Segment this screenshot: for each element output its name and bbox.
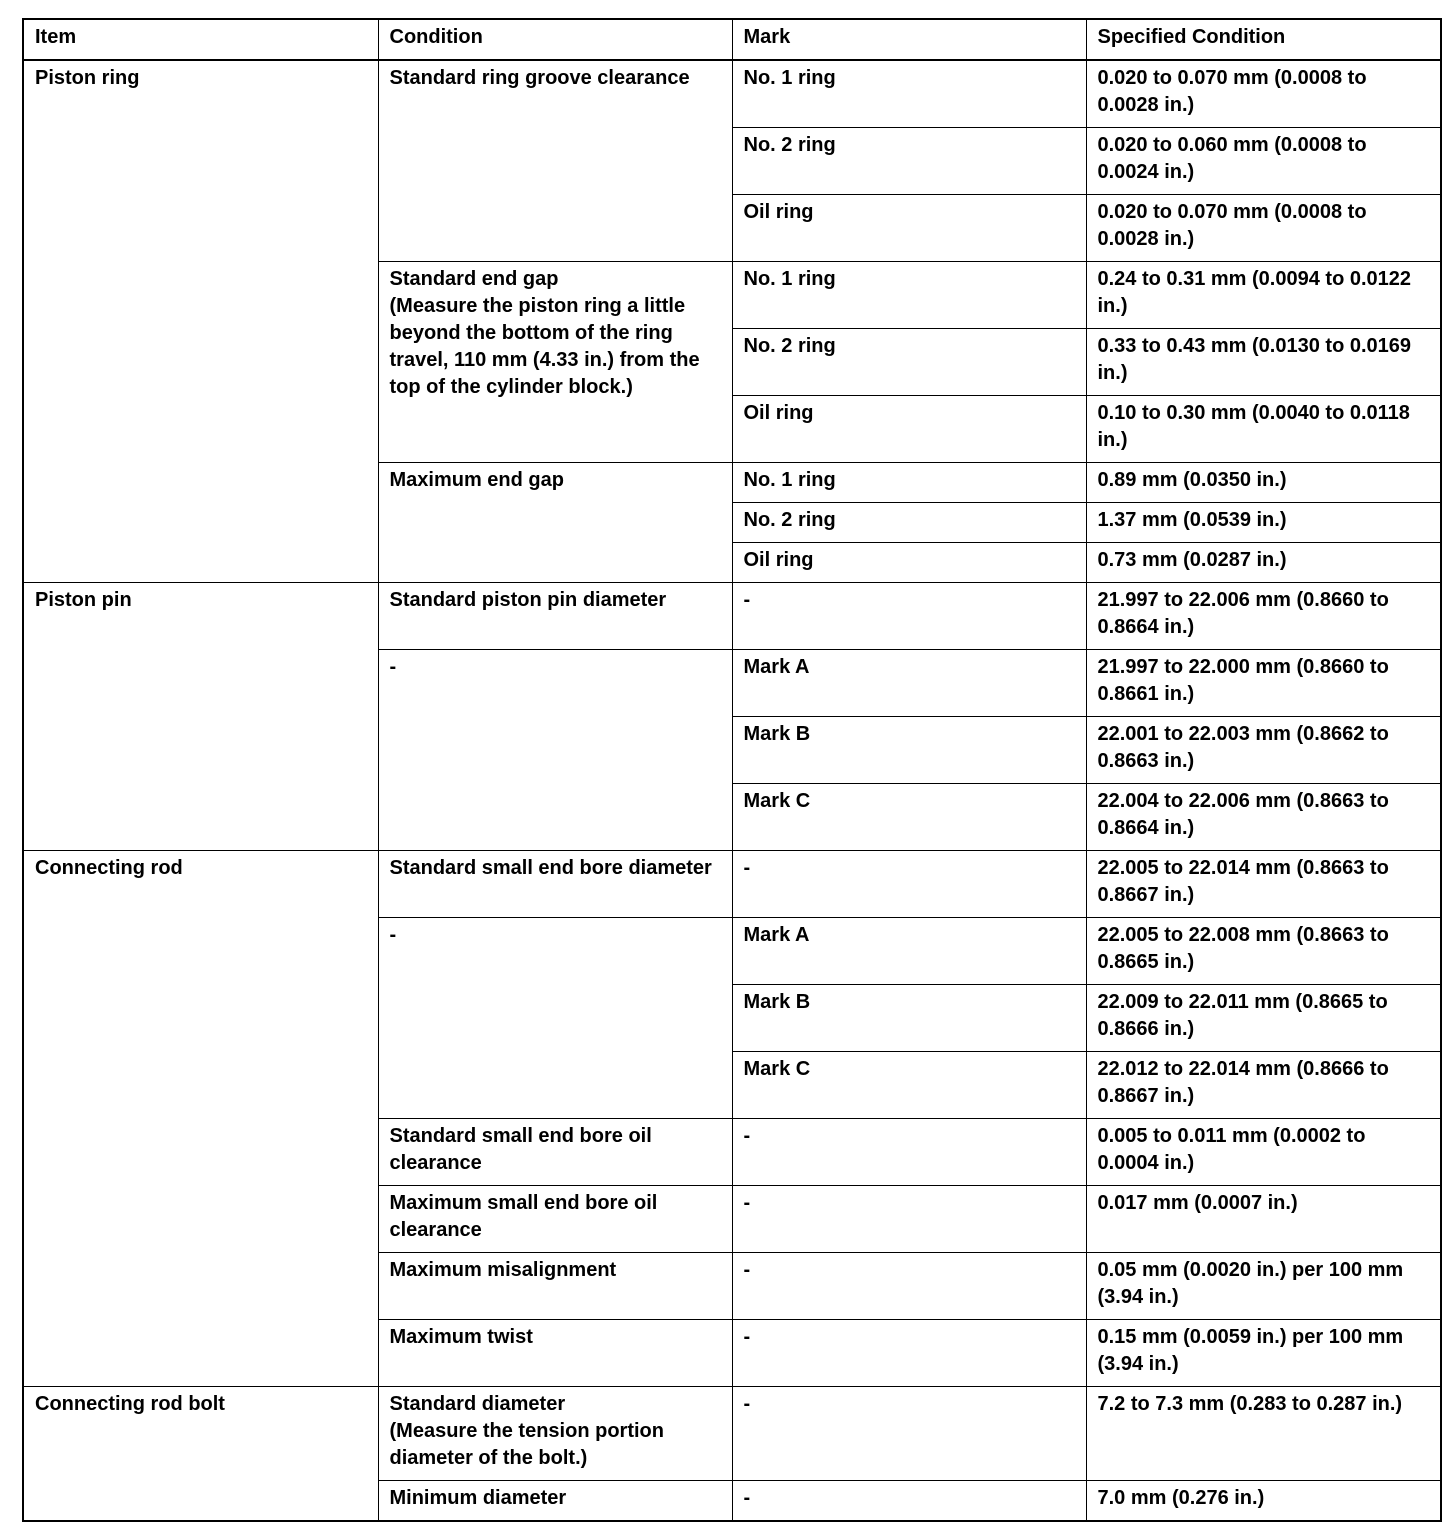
spec-cell: 22.004 to 22.006 mm (0.8663 to 0.8664 in.) [1086, 784, 1441, 851]
item-cell: Connecting rod bolt [23, 1387, 378, 1522]
condition-cell: Standard piston pin diameter [378, 583, 732, 650]
spec-table [22, 18, 1442, 1522]
mark-cell: Mark C [732, 1052, 1086, 1119]
mark-cell: Mark B [732, 717, 1086, 784]
mark-cell: - [732, 1253, 1086, 1320]
spec-cell: 0.017 mm (0.0007 in.) [1086, 1186, 1441, 1253]
spec-cell: 0.020 to 0.060 mm (0.0008 to 0.0024 in.) [1086, 128, 1441, 195]
condition-note: (Measure the piston ring a little beyond the bottom of the ring travel, 110 mm (4.33 in.) from the top of the cylinder block.) [389, 295, 700, 398]
condition-cell: Standard small end bore oil clearance [378, 1119, 732, 1186]
mark-cell: No. 2 ring [732, 329, 1086, 396]
mark-cell: - [732, 1481, 1086, 1522]
spec-cell: 0.005 to 0.011 mm (0.0002 to 0.0004 in.) [1086, 1119, 1441, 1186]
mark-cell: Oil ring [732, 543, 1086, 583]
condition-note: (Measure the tension portion diameter of the bolt.) [389, 1420, 664, 1469]
spec-cell: 0.73 mm (0.0287 in.) [1086, 543, 1441, 583]
table-row [23, 583, 1441, 650]
mark-cell: - [732, 583, 1086, 650]
item-cell: Connecting rod [23, 851, 378, 1387]
table-row [23, 1387, 1441, 1481]
spec-cell: 22.005 to 22.014 mm (0.8663 to 0.8667 in.) [1086, 851, 1441, 918]
mark-cell: - [732, 851, 1086, 918]
spec-cell: 7.0 mm (0.276 in.) [1086, 1481, 1441, 1522]
mark-cell: No. 2 ring [732, 128, 1086, 195]
table-row [23, 60, 1441, 128]
condition-cell: Standard ring groove clearance [378, 60, 732, 262]
spec-cell: 7.2 to 7.3 mm (0.283 to 0.287 in.) [1086, 1387, 1441, 1481]
spec-cell: 1.37 mm (0.0539 in.) [1086, 503, 1441, 543]
header-row [23, 19, 1441, 60]
condition-cell: Maximum small end bore oil clearance [378, 1186, 732, 1253]
spec-cell: 21.997 to 22.000 mm (0.8660 to 0.8661 in.) [1086, 650, 1441, 717]
condition-cell: - [378, 650, 732, 851]
condition-cell: Maximum end gap [378, 463, 732, 583]
mark-cell: - [732, 1119, 1086, 1186]
spec-cell: 0.020 to 0.070 mm (0.0008 to 0.0028 in.) [1086, 60, 1441, 128]
header-condition: Condition [378, 19, 732, 60]
spec-cell: 22.005 to 22.008 mm (0.8663 to 0.8665 in.) [1086, 918, 1441, 985]
mark-cell: No. 1 ring [732, 262, 1086, 329]
condition-cell [378, 1387, 732, 1481]
table-row [23, 851, 1441, 918]
spec-cell: 0.15 mm (0.0059 in.) per 100 mm (3.94 in.) [1086, 1320, 1441, 1387]
spec-cell: 0.89 mm (0.0350 in.) [1086, 463, 1441, 503]
mark-cell: - [732, 1320, 1086, 1387]
mark-cell: No. 1 ring [732, 463, 1086, 503]
spec-cell: 22.012 to 22.014 mm (0.8666 to 0.8667 in.) [1086, 1052, 1441, 1119]
condition-cell: - [378, 918, 732, 1119]
spec-cell: 0.10 to 0.30 mm (0.0040 to 0.0118 in.) [1086, 396, 1441, 463]
condition-title: Standard diameter [389, 1393, 566, 1415]
header-item: Item [23, 19, 378, 60]
condition-cell: Maximum misalignment [378, 1253, 732, 1320]
spec-cell: 0.05 mm (0.0020 in.) per 100 mm (3.94 in.) [1086, 1253, 1441, 1320]
mark-cell: Oil ring [732, 396, 1086, 463]
header-mark: Mark [732, 19, 1086, 60]
condition-title: Standard end gap [389, 268, 559, 290]
mark-cell: Oil ring [732, 195, 1086, 262]
mark-cell: No. 2 ring [732, 503, 1086, 543]
spec-cell: 0.24 to 0.31 mm (0.0094 to 0.0122 in.) [1086, 262, 1441, 329]
spec-cell: 22.001 to 22.003 mm (0.8662 to 0.8663 in.) [1086, 717, 1441, 784]
mark-cell: - [732, 1387, 1086, 1481]
spec-cell: 22.009 to 22.011 mm (0.8665 to 0.8666 in.) [1086, 985, 1441, 1052]
spec-cell: 0.33 to 0.43 mm (0.0130 to 0.0169 in.) [1086, 329, 1441, 396]
mark-cell: Mark A [732, 918, 1086, 985]
condition-cell: Standard small end bore diameter [378, 851, 732, 918]
item-cell: Piston pin [23, 583, 378, 851]
condition-cell: Minimum diameter [378, 1481, 732, 1522]
mark-cell: - [732, 1186, 1086, 1253]
mark-cell: Mark B [732, 985, 1086, 1052]
condition-cell: Maximum twist [378, 1320, 732, 1387]
mark-cell: No. 1 ring [732, 60, 1086, 128]
mark-cell: Mark A [732, 650, 1086, 717]
spec-cell: 0.020 to 0.070 mm (0.0008 to 0.0028 in.) [1086, 195, 1441, 262]
header-specified-condition: Specified Condition [1086, 19, 1441, 60]
mark-cell: Mark C [732, 784, 1086, 851]
condition-cell [378, 262, 732, 463]
item-cell: Piston ring [23, 60, 378, 583]
spec-cell: 21.997 to 22.006 mm (0.8660 to 0.8664 in.) [1086, 583, 1441, 650]
